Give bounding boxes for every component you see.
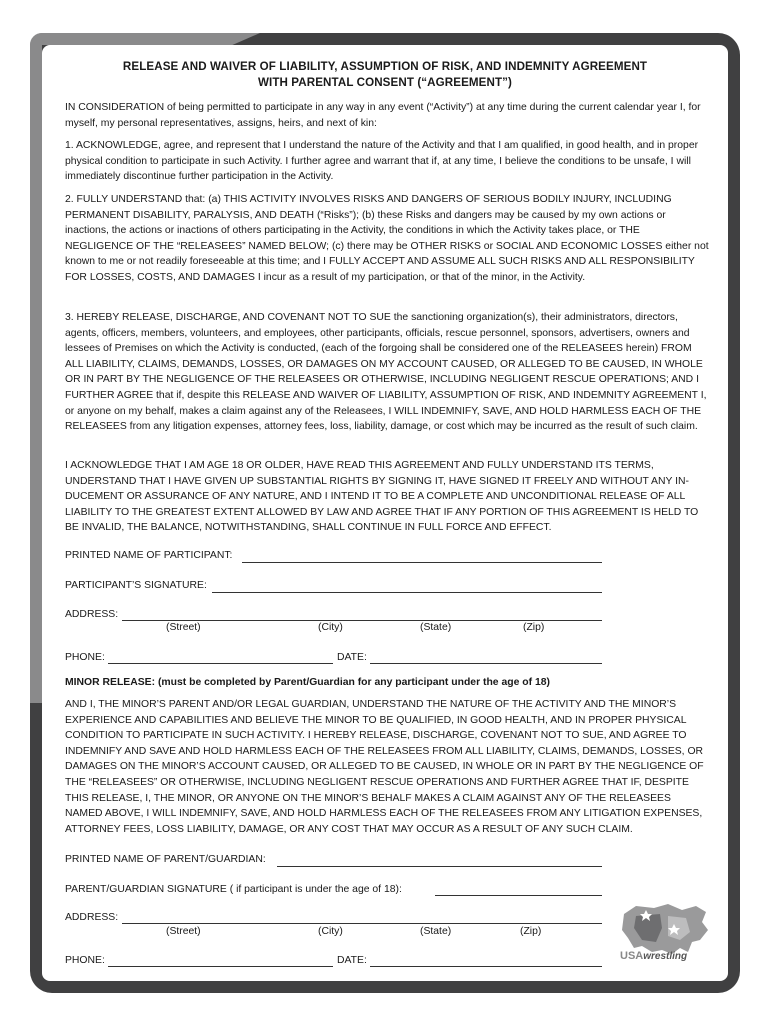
guardian-street-caption: (Street) xyxy=(166,926,201,937)
participant-signature-label: PARTICIPANT’S SIGNATURE: xyxy=(65,580,207,591)
participant-address-label: ADDRESS: xyxy=(65,609,119,620)
participant-zip-caption: (Zip) xyxy=(523,622,545,633)
guardian-city-caption: (City) xyxy=(318,926,343,937)
participant-signature-field[interactable] xyxy=(212,592,602,593)
participant-phone-field[interactable] xyxy=(108,663,333,664)
guardian-signature-label: PARENT/GUARDIAN SIGNATURE ( if participant is under the age of 18): xyxy=(65,884,402,895)
guardian-state-caption: (State) xyxy=(420,926,452,937)
participant-date-field[interactable] xyxy=(370,663,602,664)
intro-paragraph: IN CONSIDERATION of being permitted to participate in any way in any event (“Activity”) at any time during the current calendar year I, for myself, my personal representatives, assigns, heirs, and next of kin: xyxy=(65,102,701,129)
participant-street-caption: (Street) xyxy=(166,622,201,633)
guardian-zip-caption: (Zip) xyxy=(520,926,542,937)
guardian-date-label: DATE: xyxy=(337,955,367,966)
clause-2: 2. FULLY UNDERSTAND that: (a) THIS ACTIVITY INVOLVES RISKS AND DANGERS OF SERIOUS BODILY INJURY, INCLUDING PERMANENT DISABILITY, PARALYSIS, AND DEATH (“Risks”); (b) these Risks and dangers may be caused by my own actions or inactions, the actions or inactions of others participating in the Activity, the conditions in which the Activity takes place, or THE NEGLIGENCE OF THE “RELEASEES” NAMED BELOW; (c) there may be OTHER RISKS or SOCIAL AND ECONOMIC LOSSES either not known to me or not readily foreseeable at this time; and I FULLY ACCEPT AND ASSUME ALL SUCH RISKS AND ALL RESPONSIBILITY FOR LOSSES, COSTS, AND DAMAGES I incur as a result of my participation, or that of the minor, in the Activity. xyxy=(65,194,709,283)
document-title-line2: WITH PARENTAL CONSENT (“AGREEMENT”) xyxy=(257,76,513,89)
guardian-date-field[interactable] xyxy=(370,966,602,967)
participant-date-label: DATE: xyxy=(337,652,367,663)
clause-3: 3. HEREBY RELEASE, DISCHARGE, AND COVENANT NOT TO SUE the sanctioning organization(s), their administrators, directors, agents, officers, members, volunteers, and employees, other participants, officials, rescue personnel, sponsors, advertisers, owners and lessees of Premises on which the Activity is conducted, (each of the forgoing shall be considered one of the RELEASEES herein) FROM ALL LIABILITY, CLAIMS, DEMANDS, LOSSES, OR DAMAGES ON MY ACCOUNT CAUSED, OR ALLEGED TO BE CAUSED, IN WHOLE OR IN PART BY THE NEGLIGENCE OF THE RELEASEES OR OTHERWISE, INCLUDING NEGLIGENT RESCUE OPERATIONS; AND I FURTHER AGREE that if, despite this RELEASE AND WAIVER OF LIABILITY, ASSUMPTION OF RISK, AND INDEMNITY AGREEMENT I, or anyone on my behalf, makes a claim against any of the Releasees, I WILL INDEMNIFY, SAVE, AND HOLD HARMLESS EACH OF THE RELEASEES from any litigation expenses, attorney fees, loss, liability, damage, or cost which may be incurred as the result of such claim. xyxy=(65,312,707,433)
guardian-signature-field[interactable] xyxy=(435,895,602,896)
participant-state-caption: (State) xyxy=(420,622,452,633)
minor-release-heading: MINOR RELEASE: (must be completed by Parent/Guardian for any participant under the age of 18) xyxy=(65,677,550,688)
participant-phone-label: PHONE: xyxy=(65,652,105,663)
logo-usa: USA xyxy=(620,950,644,962)
guardian-address-field[interactable] xyxy=(122,923,602,924)
logo-wrestling: wrestling xyxy=(643,951,688,962)
guardian-phone-field[interactable] xyxy=(108,966,333,967)
guardian-name-field[interactable] xyxy=(277,866,602,867)
acknowledgement-paragraph: I ACKNOWLEDGE THAT I AM AGE 18 OR OLDER, HAVE READ THIS AGREEMENT AND FULLY UNDERSTAND ITS TERMS, UNDERSTAND THAT I HAVE GIVEN UP SUBSTANTIAL RIGHTS BY SIGNING IT, HAVE SIGNED IT FREELY AND WITHOUT ANY IN-DUCEMENT OR ASSURANCE OF ANY NATURE, AND I INTEND IT TO BE A COMPLETE AND UNCONDITIONAL RELEASE OF ALL LIABILITY TO THE GREATEST EXTENT ALLOWED BY LAW AND AGREE THAT IF ANY PORTION OF THIS AGREEMENT IS HELD TO BE INVALID, THE BALANCE, NOTWITHSTANDING, SHALL CONTINUE IN FULL FORCE AND EFFECT. xyxy=(65,460,699,534)
usa-wrestling-logo-text xyxy=(620,950,687,962)
minor-release-paragraph: AND I, THE MINOR’S PARENT AND/OR LEGAL GUARDIAN, UNDERSTAND THE NATURE OF THE ACTIVITY AND THE MINOR’S EXPERIENCE AND CAPABILITIES AND BELIEVE THE MINOR TO BE QUALIFIED, IN GOOD HEALTH, AND IN PROPER PHYSICAL CONDITION TO PARTICIPATE IN SUCH ACTIVITY. I HEREBY RELEASE, DISCHARGE, COVENANT NOT TO SUE, AND AGREE TO INDEMNIFY AND SAVE AND HOLD HARMLESS EACH OF THE RELEASEES FROM ALL LIABILITY, CLAIMS, DEMANDS, LOSSES, OR DAMAGES ON THE MINOR’S ACCOUNT CAUSED, OR ALLEGED TO BE CAUSED, IN WHOLE OR IN PART BY THE NEGLIGENCE OF THE “RELEASEES” OR OTHERWISE, INCLUDING NEGLIGENT RESCUE OPERATIONS AND FURTHER AGREE THAT IF, DESPITE THIS RELEASE, I, THE MINOR, OR ANYONE ON THE MINOR’S BEHALF MAKES A CLAIM AGAINST ANY OF THE RELEASEES NAMED ABOVE, I WILL INDEMNIFY, SAVE, AND HOLD HARMLESS EACH OF THE RELEASEES FROM ANY LITIGATION EXPENSES, ATTORNEY FEES, LOSS LIABILITY, DAMAGE, OR ANY COST THAT MAY OCCUR AS A RESULT OF ANY SUCH CLAIM. xyxy=(65,699,704,835)
clause-1: 1. ACKNOWLEDGE, agree, and represent that I understand the nature of the Activity and that I am qualified, in good health, and in proper physical condition to participate in such Activity. I further agree and warrant that if, at any time, I believe the conditions to be unsafe, I will immediately discontinue further participation in the Activity. xyxy=(65,140,699,183)
participant-address-field[interactable] xyxy=(122,620,602,621)
participant-city-caption: (City) xyxy=(318,622,343,633)
document-title-line1: RELEASE AND WAIVER OF LIABILITY, ASSUMPTION OF RISK, AND INDEMNITY AGREEMENT xyxy=(122,60,648,73)
participant-name-field[interactable] xyxy=(242,562,602,563)
frame-accent-left xyxy=(30,33,42,703)
frame-accent-top xyxy=(30,33,260,45)
participant-name-label: PRINTED NAME OF PARTICIPANT: xyxy=(65,550,233,561)
guardian-address-label: ADDRESS: xyxy=(65,912,119,923)
guardian-name-label: PRINTED NAME OF PARENT/GUARDIAN: xyxy=(65,854,266,865)
guardian-phone-label: PHONE: xyxy=(65,955,105,966)
